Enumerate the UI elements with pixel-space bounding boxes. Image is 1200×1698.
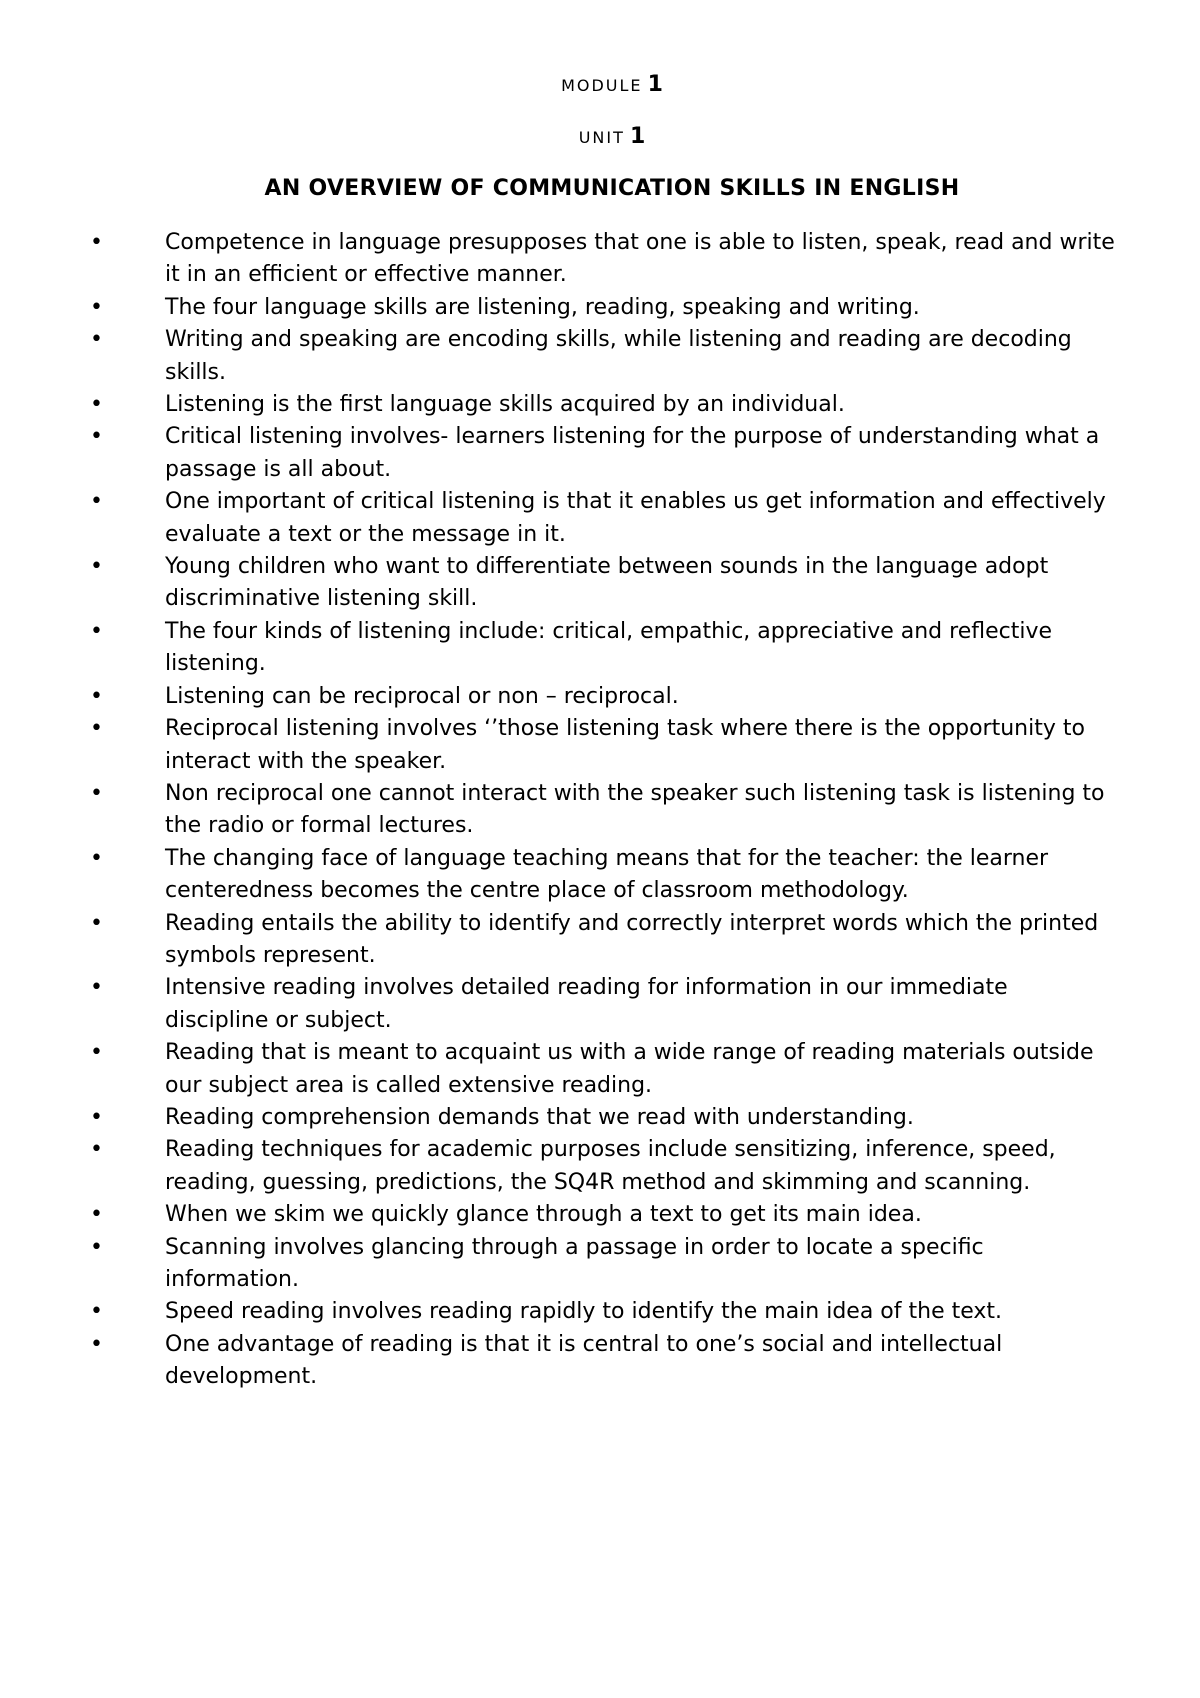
bullet-icon: • <box>90 1137 103 1163</box>
bullet-icon: • <box>90 1202 103 1228</box>
list-item-text: Listening is the first language skills acquired by an individual. <box>165 392 845 418</box>
list-item <box>0 1037 1115 1102</box>
module-heading <box>12 72 1200 97</box>
unit-number: 1 <box>629 124 646 149</box>
list-item <box>0 324 1115 389</box>
list-item <box>0 421 1115 486</box>
bullet-icon: • <box>90 975 103 1001</box>
list-item <box>0 389 1115 421</box>
list-item-text: Writing and speaking are encoding skills, while listening and reading are decoding skills. <box>165 327 1072 385</box>
list-item-text: The four language skills are listening, reading, speaking and writing. <box>165 294 920 320</box>
list-item <box>0 551 1115 616</box>
bullet-list <box>0 227 1200 1394</box>
bullet-icon: • <box>90 1040 103 1066</box>
bullet-icon: • <box>90 230 103 255</box>
list-item <box>0 616 1115 681</box>
list-item-text: The four kinds of listening include: critical, empathic, appreciative and reflective listening. <box>165 618 1053 677</box>
bullet-icon: • <box>90 683 103 709</box>
bullet-icon: • <box>90 554 103 580</box>
unit-label: UNIT <box>578 128 625 147</box>
list-item <box>0 292 1115 324</box>
list-item-text: Reciprocal listening involves ‘’those listening task where there is the opportunity to interact with the speaker. <box>165 716 1085 774</box>
list-item-text: Reading techniques for academic purposes include sensitizing, inference, speed, reading, guessing, predictions, the SQ4R method and skimming and scanning. <box>165 1137 1056 1195</box>
list-item-text: Reading that is meant to acquaint us with a wide range of reading materials outside our subject area is called extensive reading. <box>165 1040 1094 1098</box>
list-item-text: Reading entails the ability to identify and correctly interpret words which the printed symbols represent. <box>165 910 1099 968</box>
bullet-icon: • <box>90 618 103 644</box>
list-item-text: Reading comprehension demands that we read with understanding. <box>165 1104 914 1130</box>
bullet-icon: • <box>90 327 103 353</box>
list-item <box>0 681 1115 713</box>
list-item-text: Young children who want to differentiate between sounds in the language adopt discriminative listening skill. <box>165 554 1049 612</box>
bullet-icon: • <box>90 1331 103 1357</box>
bullet-icon: • <box>90 780 103 806</box>
list-item-text: Critical listening involves- learners listening for the purpose of understanding what a passage is all about. <box>165 424 1100 482</box>
list-item <box>0 778 1115 843</box>
list-item-text: One advantage of reading is that it is central to one’s social and intellectual development. <box>165 1331 1003 1390</box>
bullet-icon: • <box>90 716 103 742</box>
page-title: AN OVERVIEW OF COMMUNICATION SKILLS IN ENGLISH <box>264 176 960 201</box>
bullet-icon: • <box>90 845 103 871</box>
module-label: MODULE <box>561 76 643 95</box>
list-item <box>0 908 1115 973</box>
list-item-text: Competence in language presupposes that one is able to listen, speak, read and write it in an efficient or effective manner. <box>165 230 1115 288</box>
list-item-text: Speed reading involves reading rapidly to identify the main idea of the text. <box>165 1299 1003 1325</box>
list-item <box>0 843 1115 908</box>
list-item <box>0 1199 1115 1231</box>
list-item <box>0 1134 1115 1199</box>
bullet-icon: • <box>90 294 103 320</box>
bullet-icon: • <box>90 910 103 936</box>
bullet-icon: • <box>90 1104 103 1130</box>
list-item <box>0 1329 1115 1394</box>
unit-heading <box>12 124 1200 149</box>
bullet-icon: • <box>90 489 103 515</box>
list-item-text: Scanning involves glancing through a passage in order to locate a specific information. <box>165 1234 984 1292</box>
bullet-icon: • <box>90 392 103 418</box>
list-item-text: When we skim we quickly glance through a text to get its main idea. <box>165 1202 922 1228</box>
list-item <box>0 972 1115 1037</box>
bullet-icon: • <box>90 1299 103 1325</box>
list-item <box>0 1102 1115 1134</box>
module-number: 1 <box>647 72 663 97</box>
list-item <box>0 713 1115 778</box>
list-item <box>0 1296 1115 1328</box>
list-item-text: Listening can be reciprocal or non – reciprocal. <box>165 683 679 709</box>
list-item-text: Non reciprocal one cannot interact with the speaker such listening task is listening to the radio or formal lectures. <box>165 780 1105 839</box>
list-item <box>0 486 1115 551</box>
list-item-text: One important of critical listening is that it enables us get information and effectively evaluate a text or the message in it. <box>165 489 1106 547</box>
bullet-icon: • <box>90 424 103 450</box>
list-item <box>0 1232 1115 1297</box>
list-item-text: Intensive reading involves detailed reading for information in our immediate discipline or subject. <box>165 975 1008 1033</box>
bullet-icon: • <box>90 1234 103 1260</box>
list-item <box>0 227 1115 292</box>
list-item-text: The changing face of language teaching means that for the teacher: the learner centeredness becomes the centre place of classroom methodology. <box>165 845 1049 904</box>
